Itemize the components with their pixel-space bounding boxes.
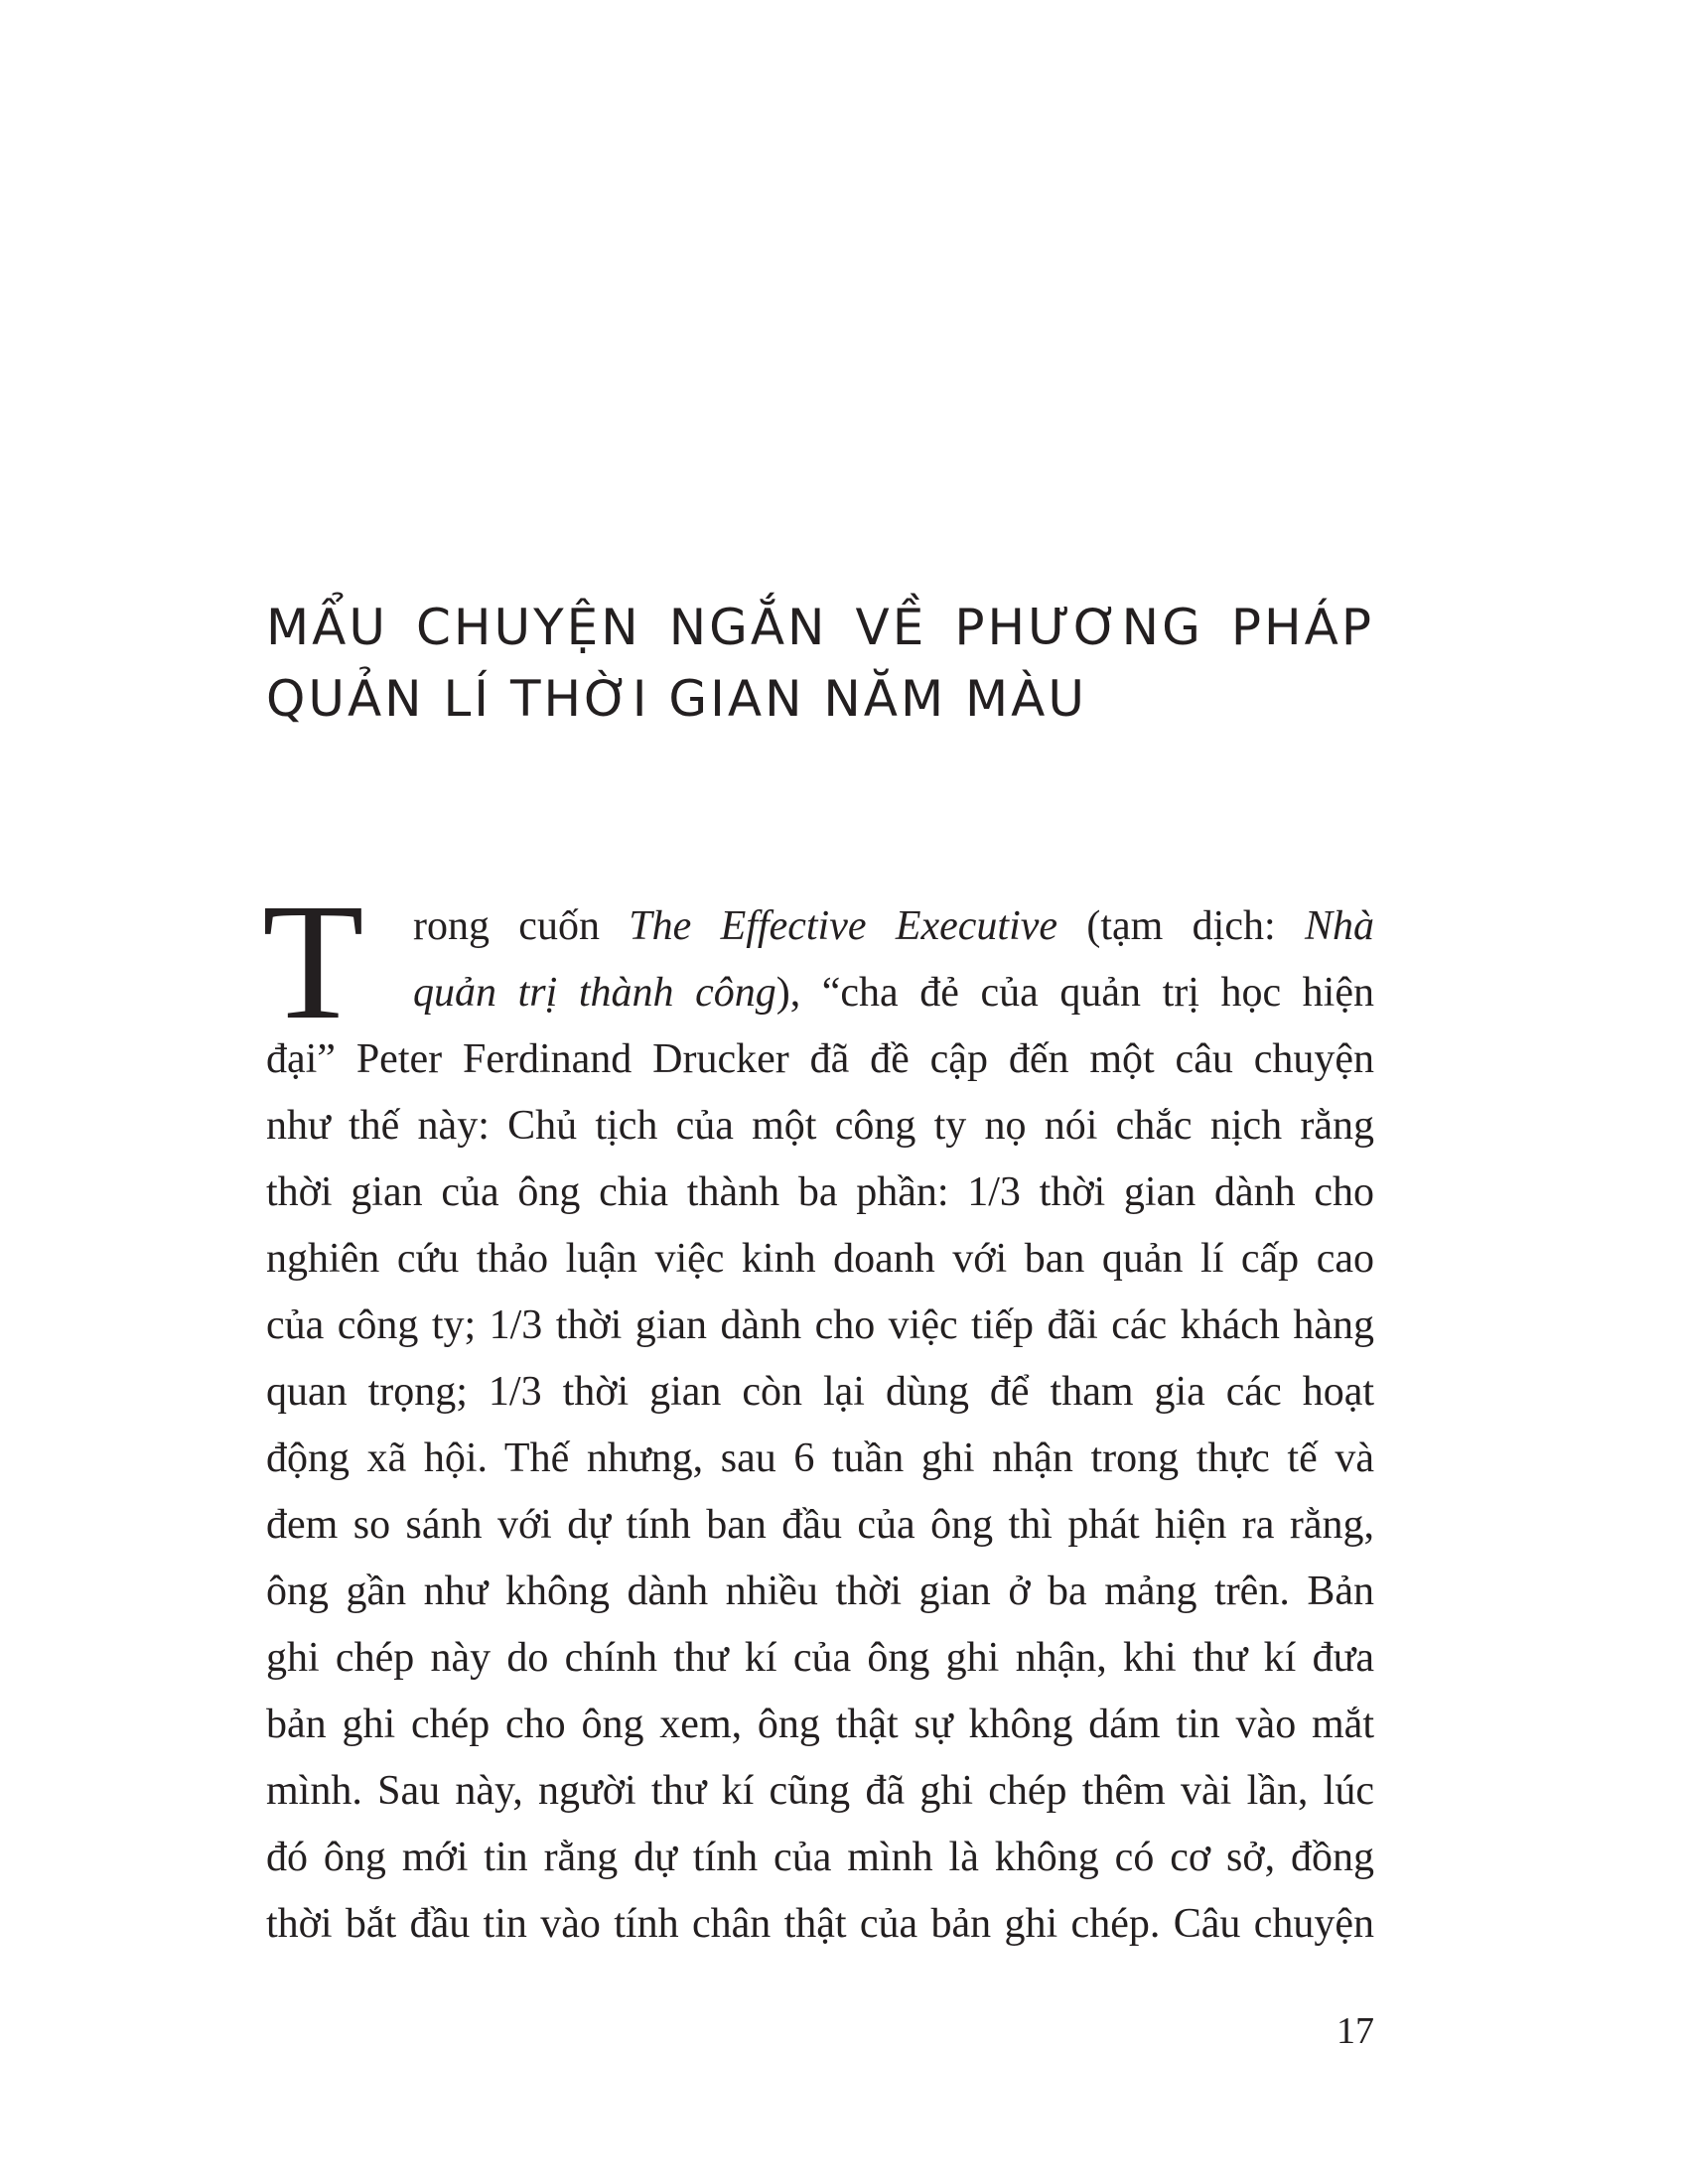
body-paragraph <box>262 870 1374 1958</box>
paragraph-line-9: động xã hội. Thế nhưng, sau 6 tuần ghi nhận trong thực tế và <box>266 1435 1374 1481</box>
paragraph-line-3: đại” Peter Ferdinand Drucker đã đề cập đến một câu chuyện <box>266 1036 1374 1082</box>
book-title-vietnamese-start: Nhà <box>1304 903 1374 949</box>
paragraph-line-8: quan trọng; 1/3 thời gian còn lại dùng để tham gia các hoạt <box>266 1369 1374 1415</box>
paragraph-line-5: thời gian của ông chia thành ba phần: 1/3 thời gian dành cho <box>266 1169 1374 1215</box>
paragraph-line-12: ghi chép này do chính thư kí của ông ghi nhận, khi thư kí đưa <box>266 1635 1374 1681</box>
book-title-vietnamese-end: quản trị thành công <box>413 970 776 1016</box>
paragraph-line-16: thời bắt đầu tin vào tính chân thật của bản ghi chép. Câu chuyện <box>266 1901 1374 1947</box>
line-1-text-c: (tạm dịch: <box>1057 903 1305 949</box>
line-2-text-b: ), “cha đẻ của quản trị học hiện <box>775 970 1374 1016</box>
paragraph-line-15: đó ông mới tin rằng dự tính của mình là không có cơ sở, đồng <box>266 1835 1374 1880</box>
paragraph-line-6: nghiên cứu thảo luận việc kinh doanh với ban quản lí cấp cao <box>266 1236 1374 1282</box>
chapter-title <box>266 592 1374 735</box>
page-number: 17 <box>1336 2010 1374 2052</box>
paragraph-line-13: bản ghi chép cho ông xem, ông thật sự không dám tin vào mắt <box>266 1702 1374 1747</box>
paragraph-line-10: đem so sánh với dự tính ban đầu của ông thì phát hiện ra rằng, <box>266 1502 1374 1548</box>
paragraph-line-4: như thế này: Chủ tịch của một công ty nọ nói chắc nịch rằng <box>266 1103 1374 1149</box>
paragraph-line-7: của công ty; 1/3 thời gian dành cho việc tiếp đãi các khách hàng <box>266 1302 1374 1348</box>
book-title-english: The Effective Executive <box>629 903 1058 949</box>
paragraph-line-2 <box>266 960 1374 1026</box>
paragraph-line-11: ông gần như không dành nhiều thời gian ở ba mảng trên. Bản <box>266 1569 1374 1614</box>
paragraph-line-1 <box>266 893 1374 960</box>
line-1-text-a: rong cuốn <box>413 903 630 949</box>
paragraph-line-14: mình. Sau này, người thư kí cũng đã ghi chép thêm vài lần, lúc <box>266 1768 1374 1814</box>
drop-cap: T <box>262 870 364 1054</box>
chapter-title-line-1: MẨU CHUYỆN NGẮN VỀ PHƯƠNG PHÁP <box>266 599 1374 656</box>
chapter-title-line-2: QUẢN LÍ THỜI GIAN NĂM MÀU <box>266 670 1087 728</box>
